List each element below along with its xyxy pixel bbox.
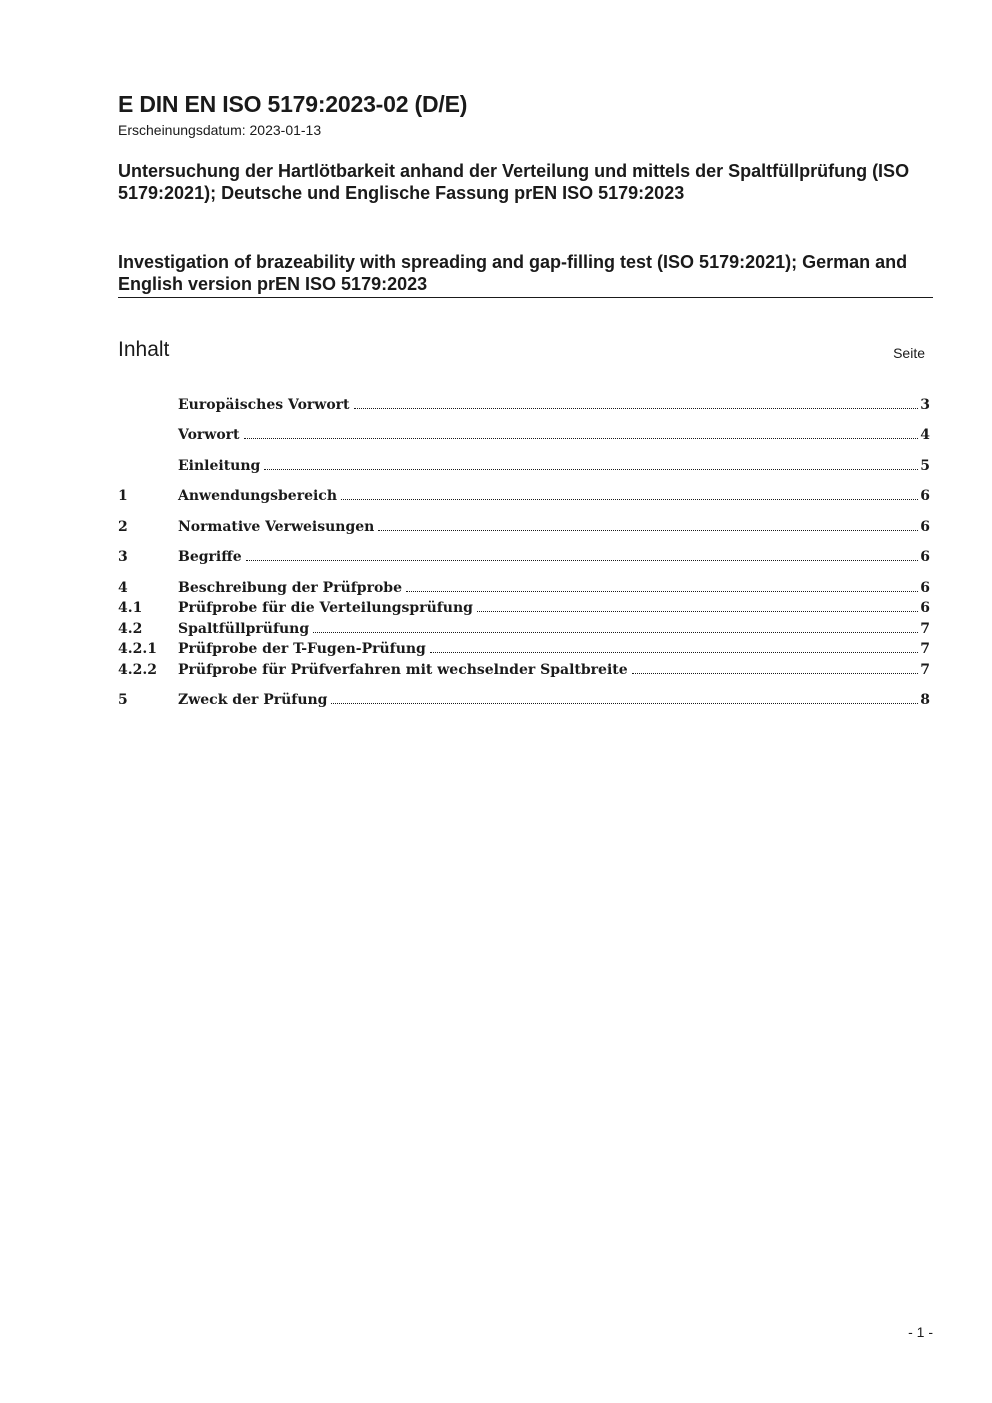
toc-leader-dots (246, 560, 919, 561)
document-page (118, 0, 933, 1403)
toc-entry[interactable] (118, 517, 930, 537)
toc-entry[interactable] (118, 660, 930, 680)
toc-entry[interactable] (118, 547, 930, 567)
title-german: Untersuchung der Hartlötbarkeit anhand der Verteilung und mittels der Spaltfüllprüfung (ISO 5179:2021); Deutsche und Englische Fassung prEN ISO 5179:2023 (118, 161, 910, 203)
toc-entry[interactable] (118, 456, 930, 476)
toc-leader-dots (354, 408, 919, 409)
toc-entry-page: 5 (920, 458, 930, 474)
toc-heading: Inhalt (118, 338, 170, 361)
toc-entry-number: 2 (118, 519, 128, 535)
toc-entry[interactable] (118, 425, 930, 445)
toc-entry-title: Prüfprobe für die Verteilungsprüfung (178, 600, 473, 616)
toc-entry[interactable] (118, 578, 930, 598)
toc-entry-number: 4.2.2 (118, 662, 157, 678)
title-english: Investigation of brazeability with spreading and gap-filling test (ISO 5179:2021); German and English version prEN ISO 5179:2023 (118, 252, 908, 294)
toc-entry-page: 7 (920, 662, 930, 678)
toc-entry-page: 6 (920, 580, 930, 596)
toc-entry-title: Einleitung (178, 458, 261, 474)
toc-page-column-label: Seite (893, 345, 925, 361)
toc-entry-title: Anwendungsbereich (178, 488, 337, 504)
toc-leader-dots (406, 591, 918, 592)
toc-leader-dots (632, 673, 919, 674)
toc-leader-dots (477, 611, 918, 612)
toc-entry-title: Prüfprobe der T-Fugen-Prüfung (178, 641, 426, 657)
publication-date: Erscheinungsdatum: 2023-01-13 (118, 122, 322, 138)
toc-entry-number: 5 (118, 692, 128, 708)
toc-entry[interactable] (118, 690, 930, 710)
toc-entry-title: Spaltfüllprüfung (178, 621, 310, 637)
toc-entry-title: Zweck der Prüfung (178, 692, 328, 708)
toc-entry-page: 6 (920, 549, 930, 565)
toc-entry-page: 6 (920, 600, 930, 616)
toc-leader-dots (313, 632, 918, 633)
toc-entry[interactable] (118, 486, 930, 506)
toc-entry-number: 3 (118, 549, 128, 565)
toc-entry-number: 4.2 (118, 621, 143, 637)
toc-entry-page: 7 (920, 641, 930, 657)
toc-leader-dots (430, 652, 918, 653)
toc-entry[interactable] (118, 598, 930, 618)
toc-entry-title: Begriffe (178, 549, 242, 565)
toc-entry-number: 1 (118, 488, 128, 504)
toc-leader-dots (341, 499, 918, 500)
toc-entry-number: 4.1 (118, 600, 143, 616)
toc-entry-number: 4 (118, 580, 128, 596)
toc-entry-page: 7 (920, 621, 930, 637)
toc-entry[interactable] (118, 639, 930, 659)
toc-entry-page: 6 (920, 519, 930, 535)
toc-entry-page: 8 (920, 692, 930, 708)
toc-entry-title: Beschreibung der Prüfprobe (178, 580, 402, 596)
toc-entry[interactable] (118, 619, 930, 639)
document-id: E DIN EN ISO 5179:2023-02 (D/E) (118, 91, 468, 117)
toc-entry-title: Vorwort (178, 427, 240, 443)
toc-leader-dots (244, 438, 919, 439)
toc-entry-title: Europäisches Vorwort (178, 397, 350, 413)
toc-entry-page: 4 (920, 427, 930, 443)
toc-leader-dots (378, 530, 918, 531)
toc-leader-dots (264, 469, 918, 470)
toc-entry-title: Prüfprobe für Prüfverfahren mit wechselnder Spaltbreite (178, 662, 628, 678)
toc-entry[interactable] (118, 395, 930, 415)
toc-entry-number: 4.2.1 (118, 641, 157, 657)
toc-entry-page: 6 (920, 488, 930, 504)
toc-entry-title: Normative Verweisungen (178, 519, 375, 535)
toc-entry-page: 3 (920, 397, 930, 413)
footer-page-number: - 1 - (908, 1324, 933, 1340)
header-divider (118, 297, 933, 298)
toc-leader-dots (331, 703, 918, 704)
